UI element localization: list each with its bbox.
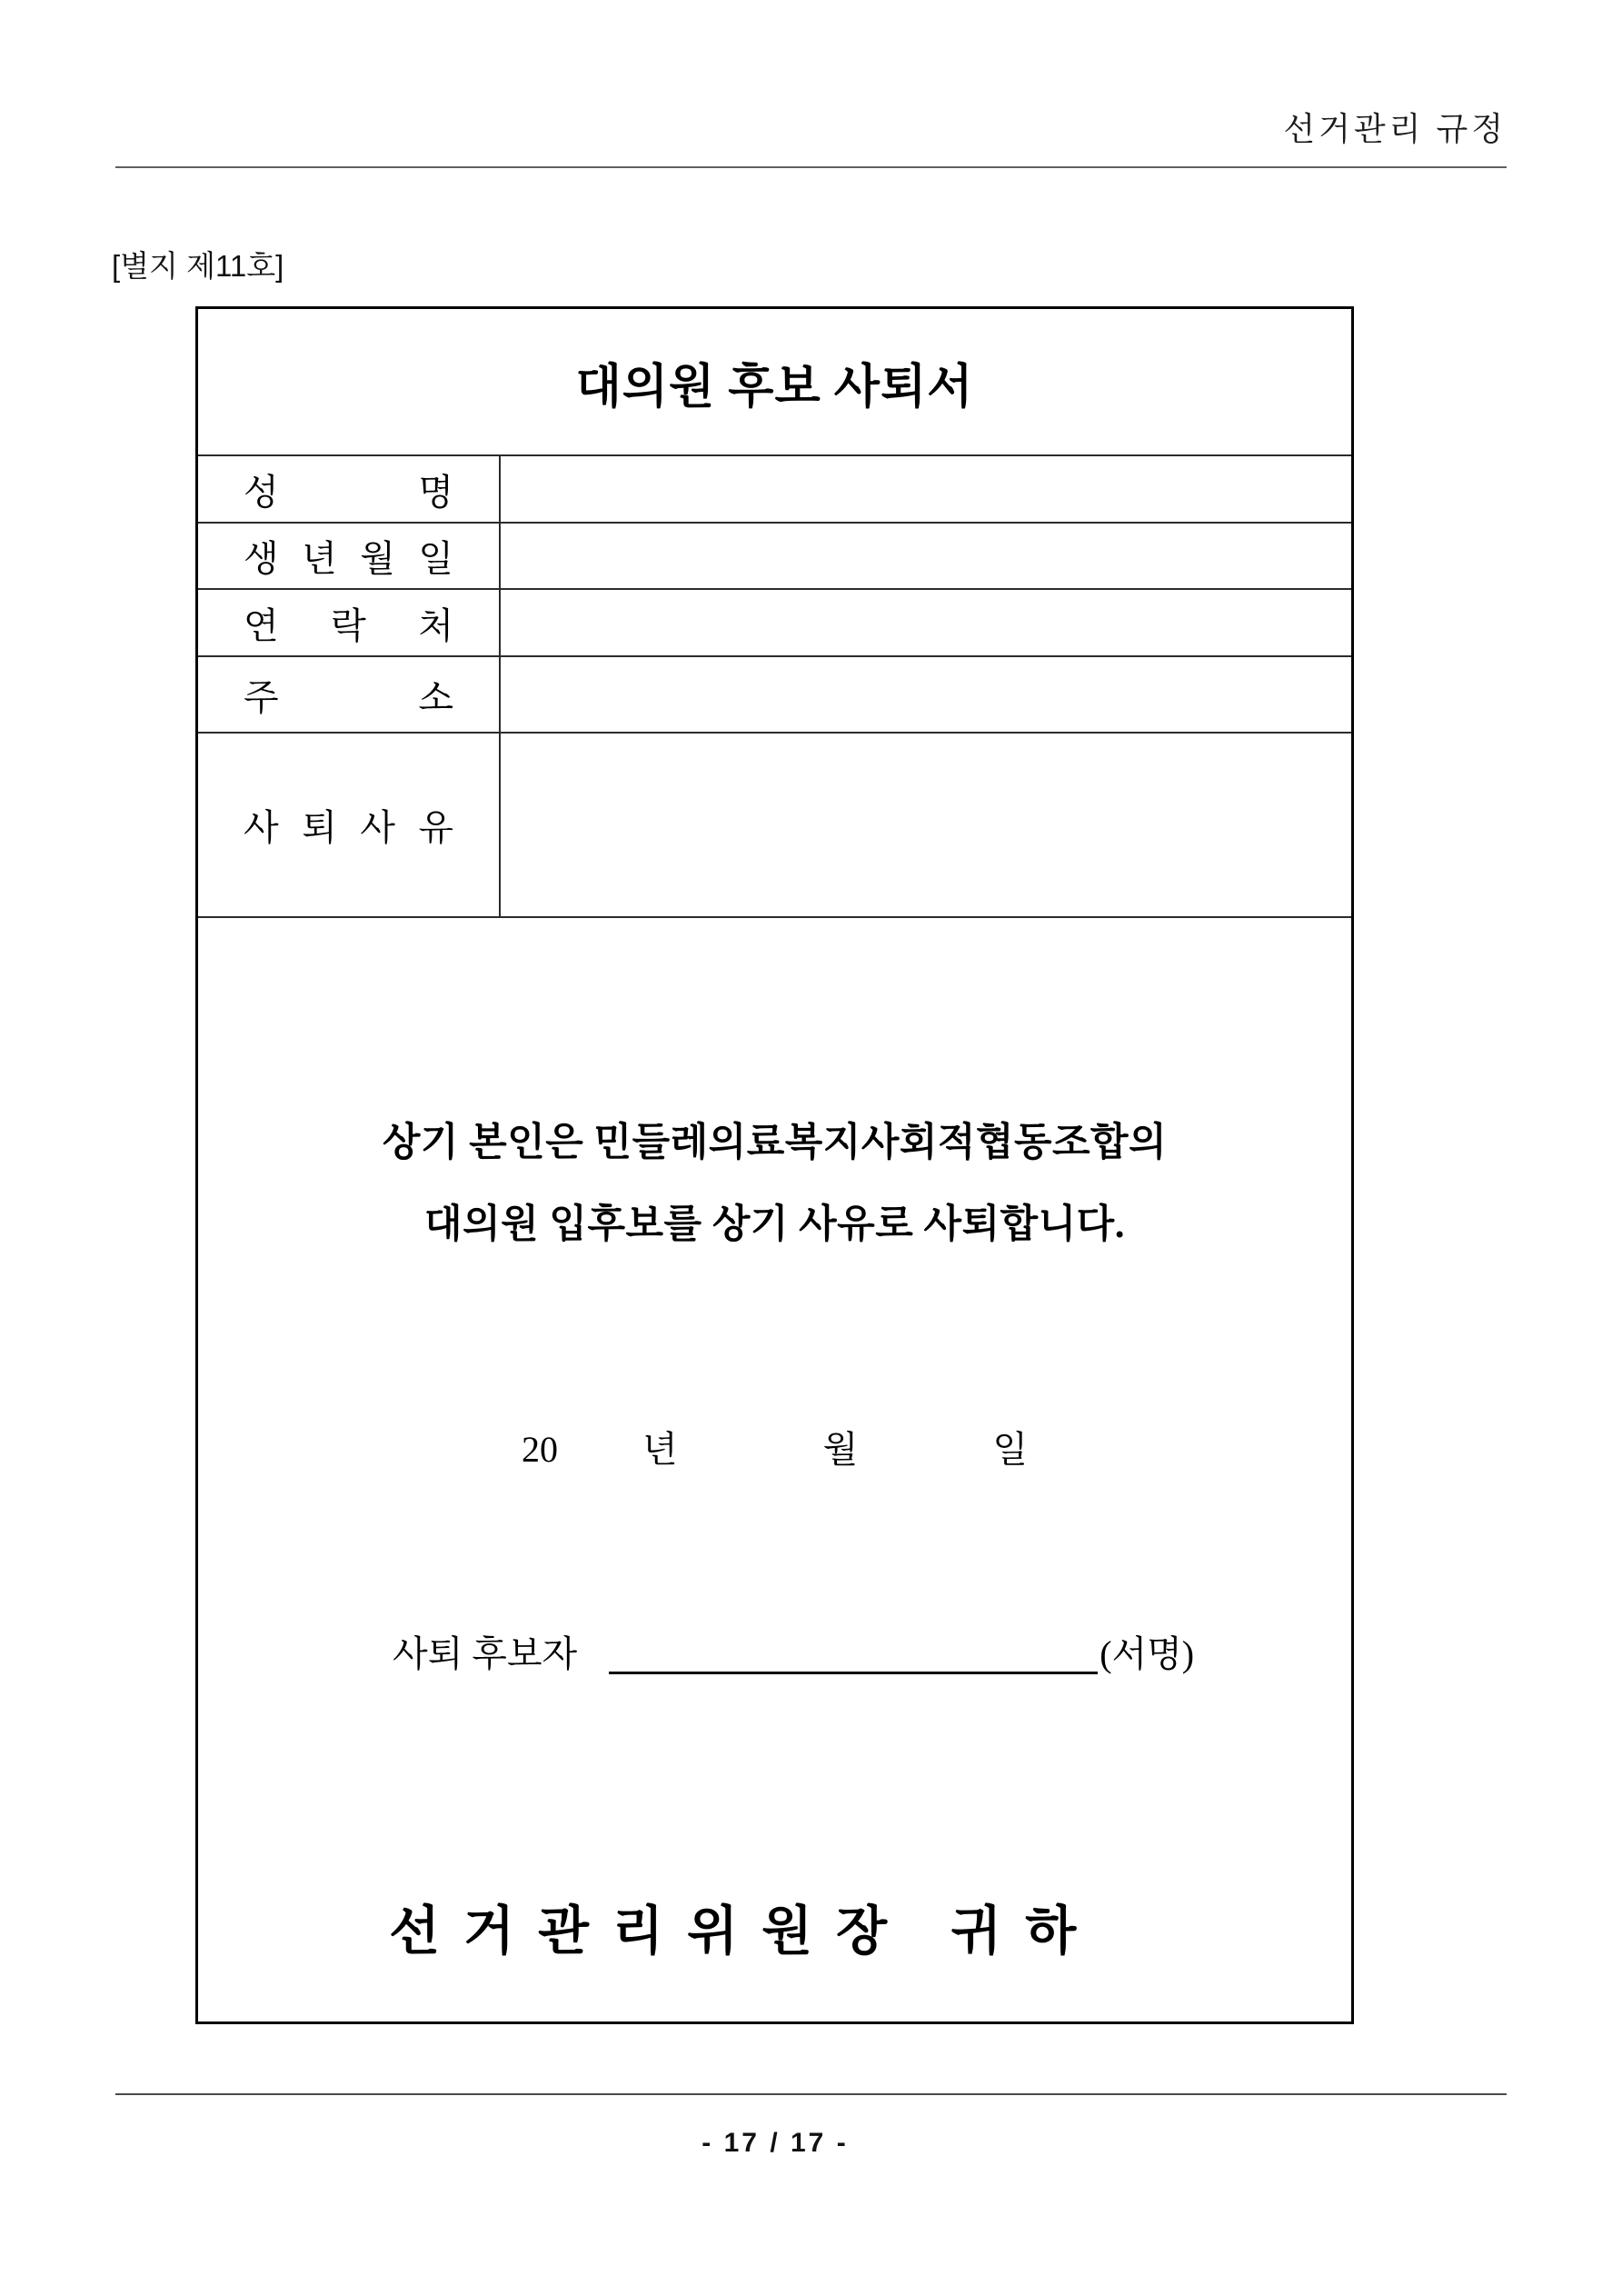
signature-row [393,1627,1194,1682]
field-label-name-text: 성 명 [244,471,453,513]
pledge-line-2: 대의원 입후보를 상기 사유로 사퇴합니다. [424,1203,1125,1246]
field-label-reason [198,734,501,916]
date-day-label: 일 [992,1429,1028,1470]
field-label-contact [198,590,501,655]
header-title: 선거관리 규정 [1283,111,1507,147]
field-row-reason [198,732,1351,916]
field-value-name [501,456,1351,522]
addressee-title: 선거관리위원장 [389,1902,911,1961]
field-label-birthdate [198,524,501,588]
date-month-label: 월 [822,1429,859,1470]
field-label-contact-text: 연 락 처 [244,604,453,646]
date-line [198,1423,1351,1477]
field-label-name [198,456,501,522]
form-body [198,916,1351,2020]
field-label-reason-text: 사 퇴 사 유 [244,807,453,848]
field-value-contact [501,590,1351,655]
field-row-name [198,454,1351,522]
field-value-birthdate [501,524,1351,588]
date-year-label: 년 [642,1429,678,1470]
signature-label: 사퇴 후보자 [393,1633,578,1674]
pledge-line-1: 상기 본인은 민들레의료복지사회적협동조합의 [382,1122,1168,1164]
date-century: 20 [522,1429,559,1470]
header-rule [115,166,1507,168]
field-value-reason [501,734,1351,916]
addressee-row [389,1893,1100,1970]
signature-blank-line [609,1672,1098,1674]
signature-suffix: (서명) [1100,1633,1195,1674]
resignation-form-box [195,306,1354,2024]
field-label-birthdate-text: 생 년 월 일 [244,538,453,579]
field-value-address [501,657,1351,732]
footer-rule [115,2093,1507,2095]
field-label-address-text: 주 소 [244,676,453,718]
form-title: 대의원 후보 사퇴서 [575,361,974,414]
footer-page-number: - 17 / 17 - [702,2128,849,2158]
field-row-contact [198,588,1351,655]
attachment-label: [별지 제11호] [112,249,284,283]
addressee-honorific: 귀하 [950,1902,1100,1961]
field-row-address [198,655,1351,732]
field-label-address [198,657,501,732]
field-row-birthdate [198,522,1351,588]
